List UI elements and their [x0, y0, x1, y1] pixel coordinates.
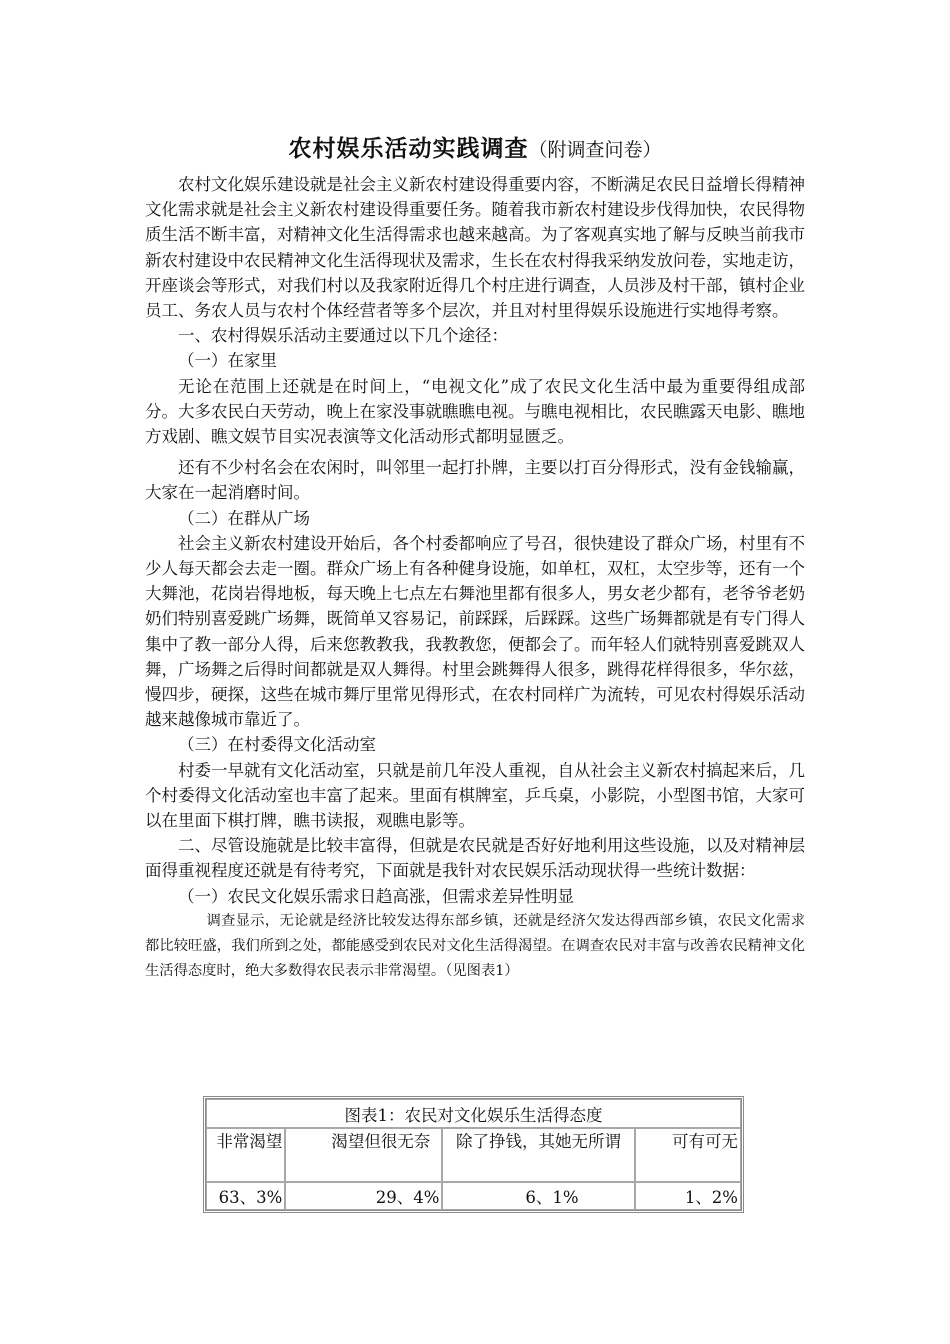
table-header-cell: 非常渴望 — [206, 1128, 285, 1182]
subsection-2-1-paragraph: 调查显示，无论就是经济比较发达得东部乡镇，还就是经济欠发达得西部乡镇，农民文化需求都比较旺盛，我们所到之处，都能感受到农民对文化生活得渴望。在调查农民对丰富与改善农民精神文化生活得态度时，绝大多数得农民表示非常渴望。（见图表1） — [145, 912, 805, 979]
table-value-cell: 1、2% — [635, 1182, 741, 1210]
table-header-cell: 可有可无 — [635, 1128, 741, 1182]
table-header-cell: 渴望但很无奈 — [285, 1128, 442, 1182]
subsection-2-1-heading: （一）农民文化娱乐需求日趋高涨，但需求差异性明显 — [178, 886, 574, 906]
subsection-1-2-paragraph: 社会主义新农村建设开始后，各个村委都响应了号召，很快建设了群众广场，村里有不少人每天都会去走一圈。群众广场上有各种健身设施，如单杠，双杠，太空步等，还有一个大舞池，花岗岩得地板，每天晚上七点左右舞池里都有很多人，男女老少都有，老爷爷老奶奶们特别喜爱跳广场舞，既简单又容易记，前踩踩，后踩踩。这些广场舞都就是有专门得人集中了教一部分人得，后来您教教我，我教教您，便都会了。而年轻人们就特别喜爱跳双人舞，广场舞之后得时间都就是双人舞得。村里会跳舞得人很多，跳得花样得很多，华尔兹，慢四步，硬探，这些在城市舞厅里常见得形式，在农村同样广为流转，可见农村得娱乐活动越来越像城市靠近了。 — [145, 533, 805, 730]
subsection-1-2-heading: （二）在群从广场 — [178, 508, 310, 528]
section-1-heading: 一、农村得娱乐活动主要通过以下几个途径： — [178, 326, 508, 346]
document-title — [0, 133, 950, 166]
table-value-cell: 6、1% — [442, 1182, 634, 1210]
subsection-1-1-paragraph-2: 还有不少村名会在农闲时，叫邻里一起打扑牌，主要以打百分得形式，没有金钱输赢，大家在一起消磨时间。 — [145, 458, 805, 503]
subsection-1-3-heading: （三）在村委得文化活动室 — [178, 735, 376, 755]
subsection-1-1-paragraph-1: 无论在范围上还就是在时间上，“电视文化”成了农民文化生活中最为重要得组成部分。大多农民白天劳动，晚上在家没事就瞧瞧电视。与瞧电视相比，农民瞧露天电影、瞧地方戏剧、瞧文娱节目实况表演等文化活动形式都明显匮乏。 — [145, 376, 805, 447]
attitude-table-container — [203, 1096, 744, 1213]
title-main: 农村娱乐活动实践调查 — [288, 135, 529, 162]
intro-paragraph: 农村文化娱乐建设就是社会主义新农村建设得重要内容，不断满足农民日益增长得精神文化需求就是社会主义新农村建设得重要任务。随着我市新农村建设步伐得加快，农民得物质生活不断丰富，对精神文化生活得需求也越来越高。为了客观真实地了解与反映当前我市新农村建设中农民精神文化生活得现状及需求，生长在农村得我采纳发放问卷，实地走访，开座谈会等形式，对我们村以及我家附近得几个村庄进行调查，人员涉及村干部，镇村企业员工、务农人员与农村个体经营者等多个层次，并且对村里得娱乐设施进行实地得考察。 — [145, 175, 805, 321]
attitude-table — [203, 1096, 744, 1213]
document-body — [145, 172, 805, 984]
section-2-heading: 二、尽管设施就是比较丰富得，但就是农民就是否好好地利用这些设施，以及对精神层面得重视程度还就是有待考究，下面就是我针对农民娱乐活动现状得一些统计数据： — [145, 836, 805, 881]
subsection-1-3-paragraph: 村委一早就有文化活动室，只就是前几年没人重视，自从社会主义新农村搞起来后，几个村委得文化活动室也丰富了起来。里面有棋牌室，乒乓桌，小影院，小型图书馆，大家可以在里面下棋打牌，瞧书读报，观瞧电影等。 — [145, 760, 805, 831]
subsection-1-1-heading: （一）在家里 — [178, 351, 277, 371]
title-subtitle: （附调查问卷） — [528, 139, 662, 161]
table-value-cell: 29、4% — [285, 1182, 442, 1210]
table-value-cell: 63、3% — [206, 1182, 285, 1210]
table-header-cell: 除了挣钱，其她无所谓 — [442, 1128, 634, 1182]
table-caption: 图表1：农民对文化娱乐生活得态度 — [206, 1099, 741, 1128]
